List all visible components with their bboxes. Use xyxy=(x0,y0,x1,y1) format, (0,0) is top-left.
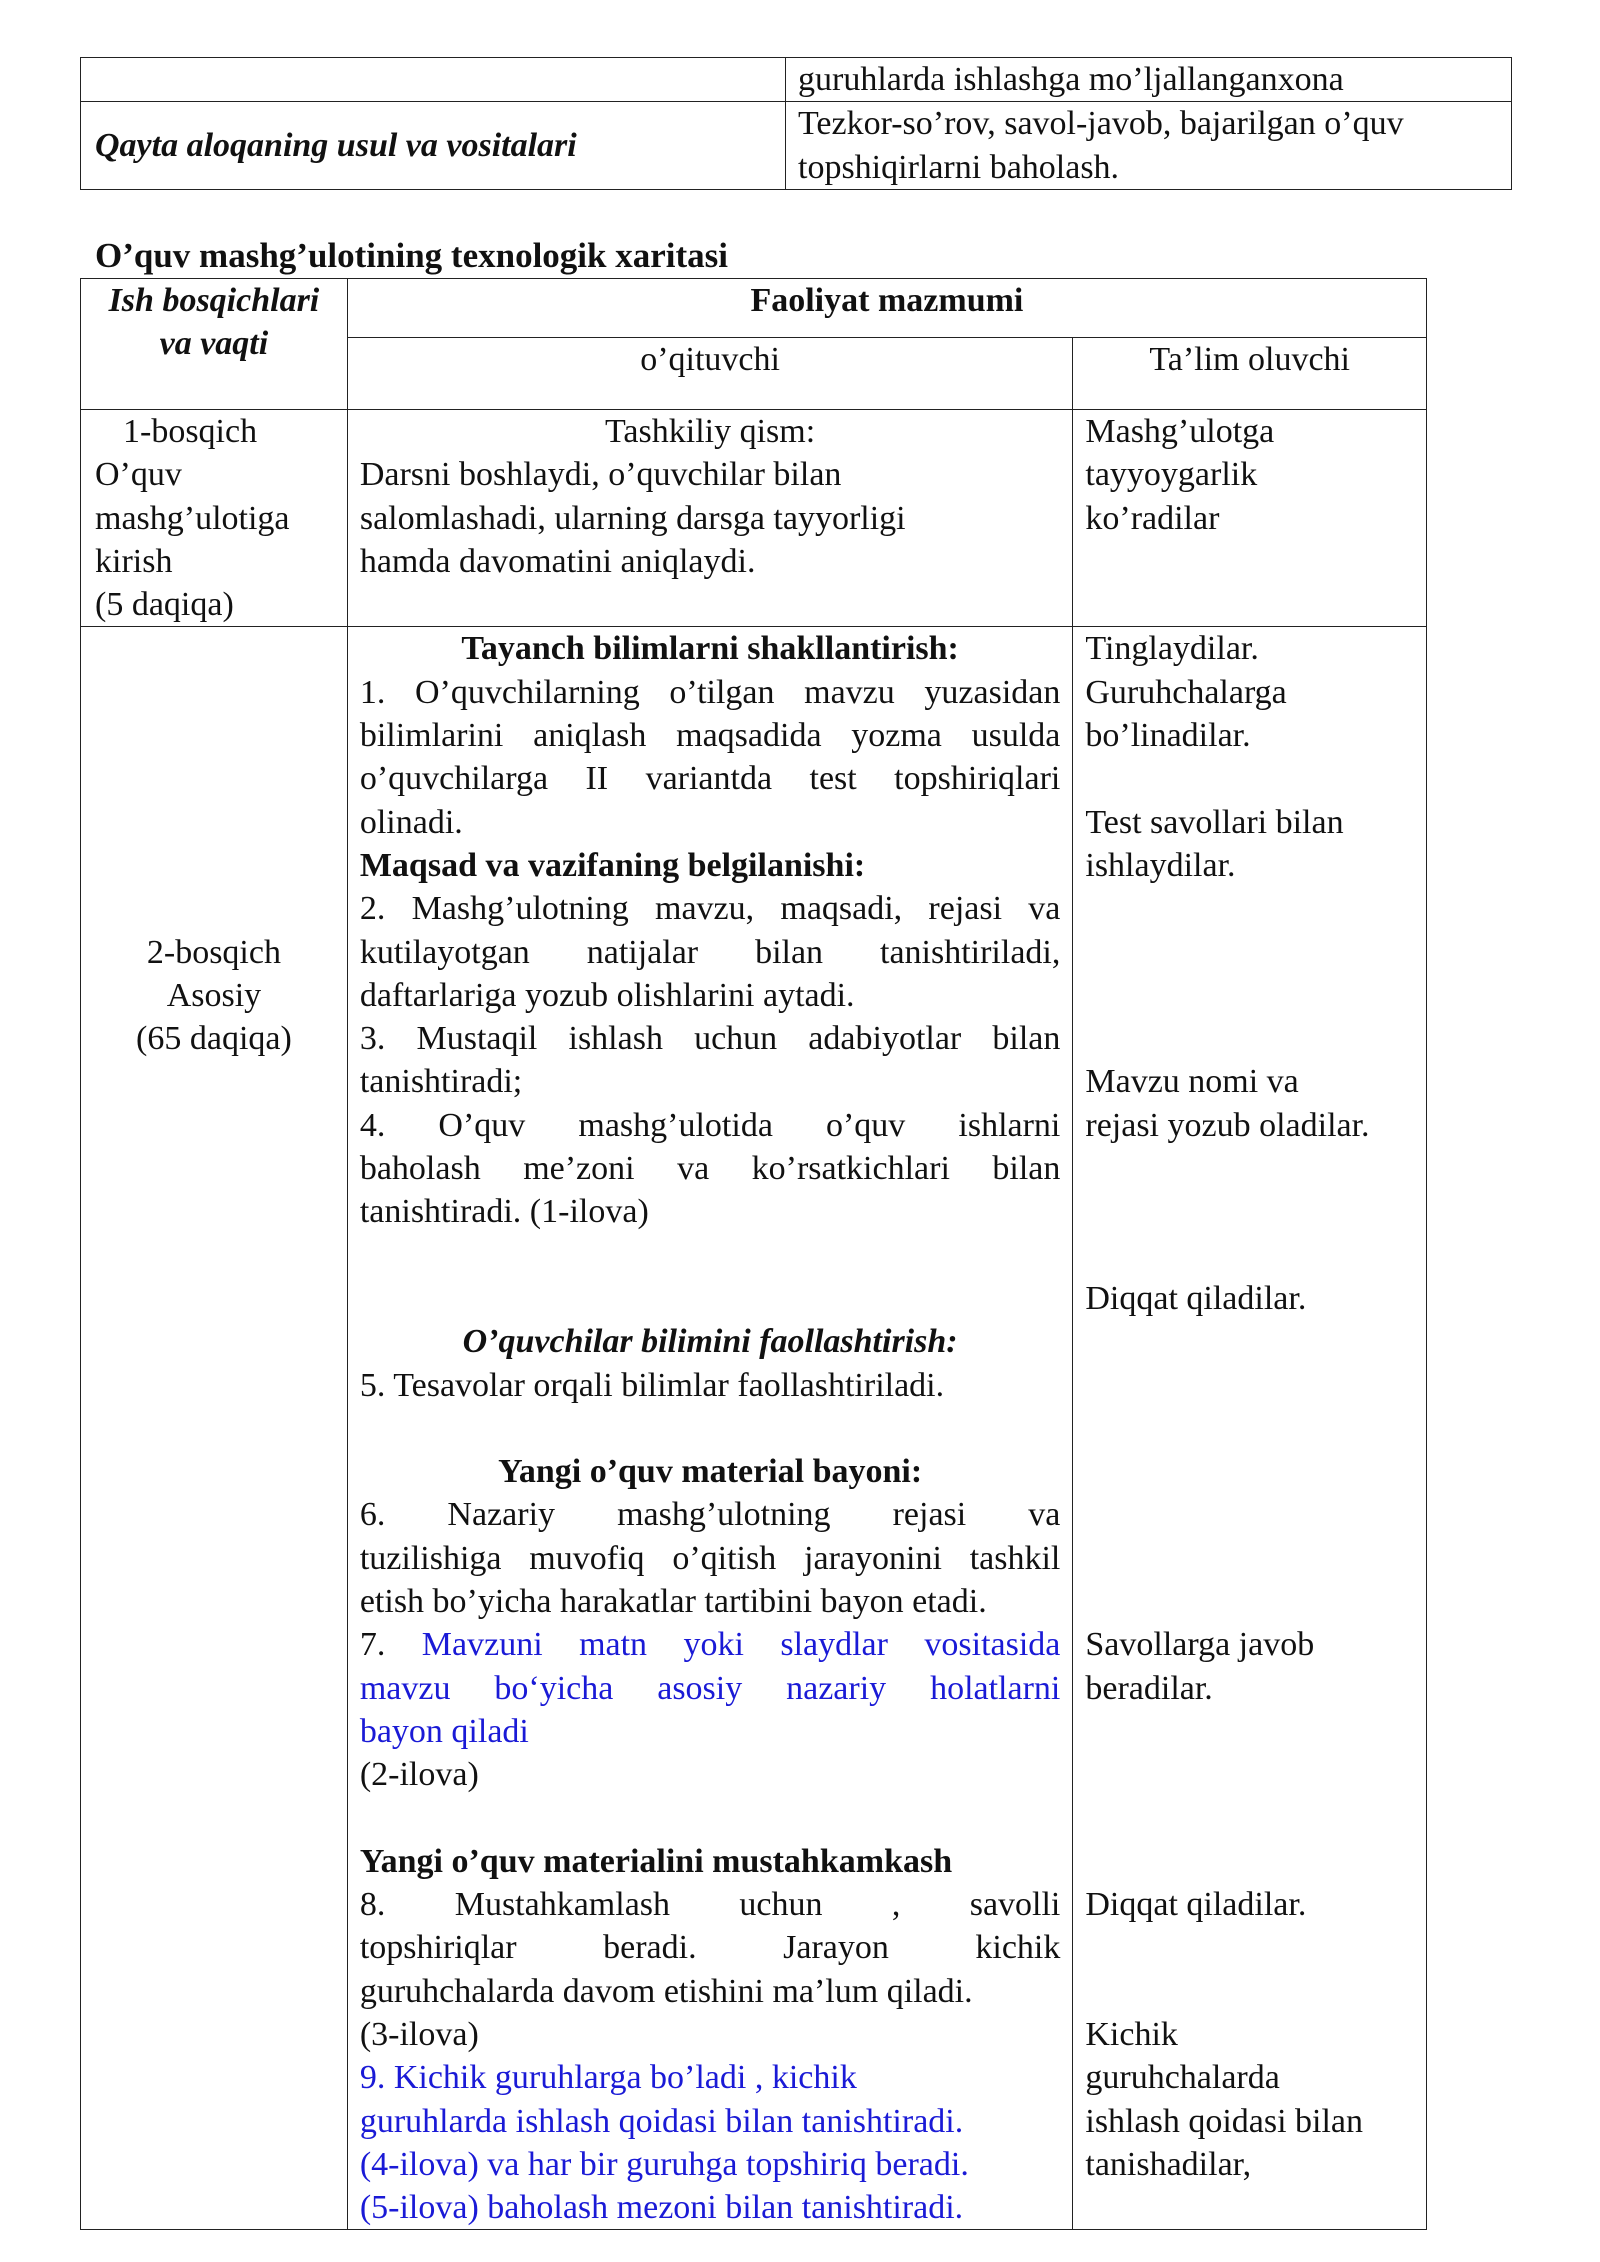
text-line: o’quvchilarga II variantda test topshiriqlari xyxy=(359,760,1061,798)
list-number: 7. xyxy=(359,1626,386,1664)
text-line: (5 daqiqa) xyxy=(95,586,234,624)
text-line: 1. O’quvchilarning o’tilgan mavzu yuzasidan xyxy=(359,673,1061,711)
subheading: Yangi o’quv materialini mustahkamkash xyxy=(359,1842,953,1880)
text-line: (2-ilova) xyxy=(359,1756,479,1794)
info-cell xyxy=(786,58,1512,102)
stage1-student xyxy=(1073,410,1427,627)
text-line: ko’radilar xyxy=(1085,499,1220,537)
text-line: guruhchalarda davom etishini ma’lum qiladi. xyxy=(359,1972,973,2010)
text-line: tuzilishiga muvofiq o’qitish jarayonini tashkil xyxy=(359,1539,1061,1577)
text-line: baholash me’zoni va ko’rsatkichlari bilan xyxy=(359,1150,1061,1188)
text-line: Test savollari bilan xyxy=(1085,803,1344,841)
text-line: kirish xyxy=(95,542,173,580)
blue-text: Kichik guruhlarga bo’ladi , kichik xyxy=(393,2059,857,2097)
subheading: Tayanch bilimlarni shakllantirish: xyxy=(461,630,959,668)
text-line: tayyoygarlik xyxy=(1085,456,1258,494)
blue-text: mavzu bo‘yicha asosiy nazariy holatlarni xyxy=(359,1669,1061,1707)
header-line: va vaqti xyxy=(159,325,269,363)
header-row xyxy=(81,279,1427,338)
blue-text: Mavzuni matn yoki slaydlar vositasida xyxy=(421,1626,1061,1664)
blue-text: bayon qiladi xyxy=(359,1712,529,1750)
text-line: topshiqirlarni baholash. xyxy=(798,148,1120,186)
text-line: Guruhchalarga xyxy=(1085,673,1287,711)
text-line: Diqqat qiladilar. xyxy=(1085,1279,1307,1317)
activity-header: Faoliyat mazmumi xyxy=(347,279,1426,338)
text-line: hamda davomatini aniqlaydi. xyxy=(359,542,756,580)
subheading: Yangi o’quv material bayoni: xyxy=(498,1453,923,1491)
room-text: guruhlarda ishlashga mo’ljallanganxona xyxy=(798,61,1344,98)
feedback-label: Qayta aloqaning usul va vositalari xyxy=(81,102,786,190)
text-line: mashg’ulotiga xyxy=(95,499,290,537)
text-line: etish bo’yicha harakatlar tartibini bayon etadi. xyxy=(359,1583,987,1621)
text-line: rejasi yozub oladilar. xyxy=(1085,1106,1370,1144)
text-line: guruhchalarda xyxy=(1085,2059,1280,2097)
stage2-row xyxy=(81,627,1427,2230)
text-line: daftarlariga yozub olishlarini aytadi. xyxy=(359,976,855,1014)
text-line: ishlaydilar. xyxy=(1085,846,1236,884)
blue-text: (4-ilova) va har bir guruhga topshiriq beradi. xyxy=(359,2145,969,2183)
text-line: bo’linadilar. xyxy=(1085,717,1251,755)
text-line: tanishtiradi. (1-ilova) xyxy=(359,1193,649,1231)
text-line: Tinglaydilar. xyxy=(1085,630,1259,668)
table-row xyxy=(81,102,1512,190)
section-title: O’quv mashg’ulotining texnologik xaritasi xyxy=(95,236,729,275)
feedback-methods-cell xyxy=(786,102,1512,190)
empty-cell xyxy=(81,58,786,102)
text-line: 8. Mustahkamlash uchun , savolli xyxy=(359,1886,1061,1924)
table-row xyxy=(81,58,1512,102)
text-line: Darsni boshlaydi, o’quvchilar bilan xyxy=(359,456,842,494)
text-line: 4. O’quv mashg’ulotida o’quv ishlarni xyxy=(359,1106,1061,1144)
text-line: Asosiy xyxy=(166,976,262,1014)
text-line: 2-bosqich xyxy=(146,933,281,971)
text-line: Diqqat qiladilar. xyxy=(1085,1886,1307,1924)
subheading: O’quvchilar bilimini faollashtirish: xyxy=(462,1323,958,1361)
stage2-label xyxy=(81,627,348,2230)
stage1-teacher xyxy=(347,410,1073,627)
text-line: (3-ilova) xyxy=(359,2015,479,2053)
text-line: bilimlarini aniqlash maqsadida yozma usulda xyxy=(359,717,1061,755)
text-line: 1-bosqich xyxy=(123,413,258,450)
text-line: 3. Mustaqil ishlash uchun adabiyotlar bilan xyxy=(359,1020,1061,1058)
text-line: beradilar. xyxy=(1085,1669,1213,1707)
stage1-row xyxy=(81,410,1427,627)
list-number: 9. xyxy=(359,2059,386,2097)
text-line: topshiriqlar beradi. Jarayon kichik xyxy=(359,1929,1061,1967)
text-line xyxy=(360,2056,1061,2099)
subheading: Maqsad va vazifaning belgilanishi: xyxy=(359,846,866,884)
teacher-header: o’qituvchi xyxy=(347,338,1073,410)
text-line: Tezkor-so’rov, savol-javob, bajarilgan o’quv xyxy=(798,105,1404,143)
stage2-student xyxy=(1073,627,1427,2230)
subheading: Tashkiliy qism: xyxy=(605,413,816,450)
student-header: Ta’lim oluvchi xyxy=(1073,338,1427,410)
text-line xyxy=(360,1623,1061,1666)
text-line: (65 daqiqa) xyxy=(136,1020,292,1058)
text-line: ishlash qoidasi bilan xyxy=(1085,2102,1364,2140)
header-line: Ish bosqichlari xyxy=(108,282,320,319)
stage2-teacher xyxy=(347,627,1073,2230)
text-line: 6. Nazariy mashg’ulotning rejasi va xyxy=(359,1496,1061,1534)
lesson-info-table xyxy=(80,57,1512,190)
text-line: kutilayotgan natijalar bilan tanishtiriladi, xyxy=(359,933,1061,971)
text-line: 2. Mashg’ulotning mavzu, maqsadi, rejasi va xyxy=(359,890,1061,928)
text-line: salomlashadi, ularning darsga tayyorligi xyxy=(359,499,906,537)
stage1-label xyxy=(81,410,348,627)
text-line: Mashg’ulotga xyxy=(1085,413,1275,450)
blue-text: guruhlarda ishlash qoidasi bilan tanishtiradi. xyxy=(359,2102,964,2140)
text-line: Kichik xyxy=(1085,2015,1178,2053)
text-line: O’quv xyxy=(95,456,182,494)
text-line: 5. Tesavolar orqali bilimlar faollashtiriladi. xyxy=(359,1366,945,1404)
stages-header xyxy=(81,279,348,410)
blue-text: (5-ilova) baholash mezoni bilan tanishtiradi. xyxy=(359,2189,964,2227)
text-line: tanishadilar, xyxy=(1085,2145,1252,2183)
text-line: Mavzu nomi va xyxy=(1085,1063,1299,1101)
text-line: Savollarga javob xyxy=(1085,1626,1315,1664)
text-line: tanishtiradi; xyxy=(359,1063,523,1101)
text-line: olinadi. xyxy=(359,803,463,841)
technological-map-table xyxy=(80,278,1427,2230)
